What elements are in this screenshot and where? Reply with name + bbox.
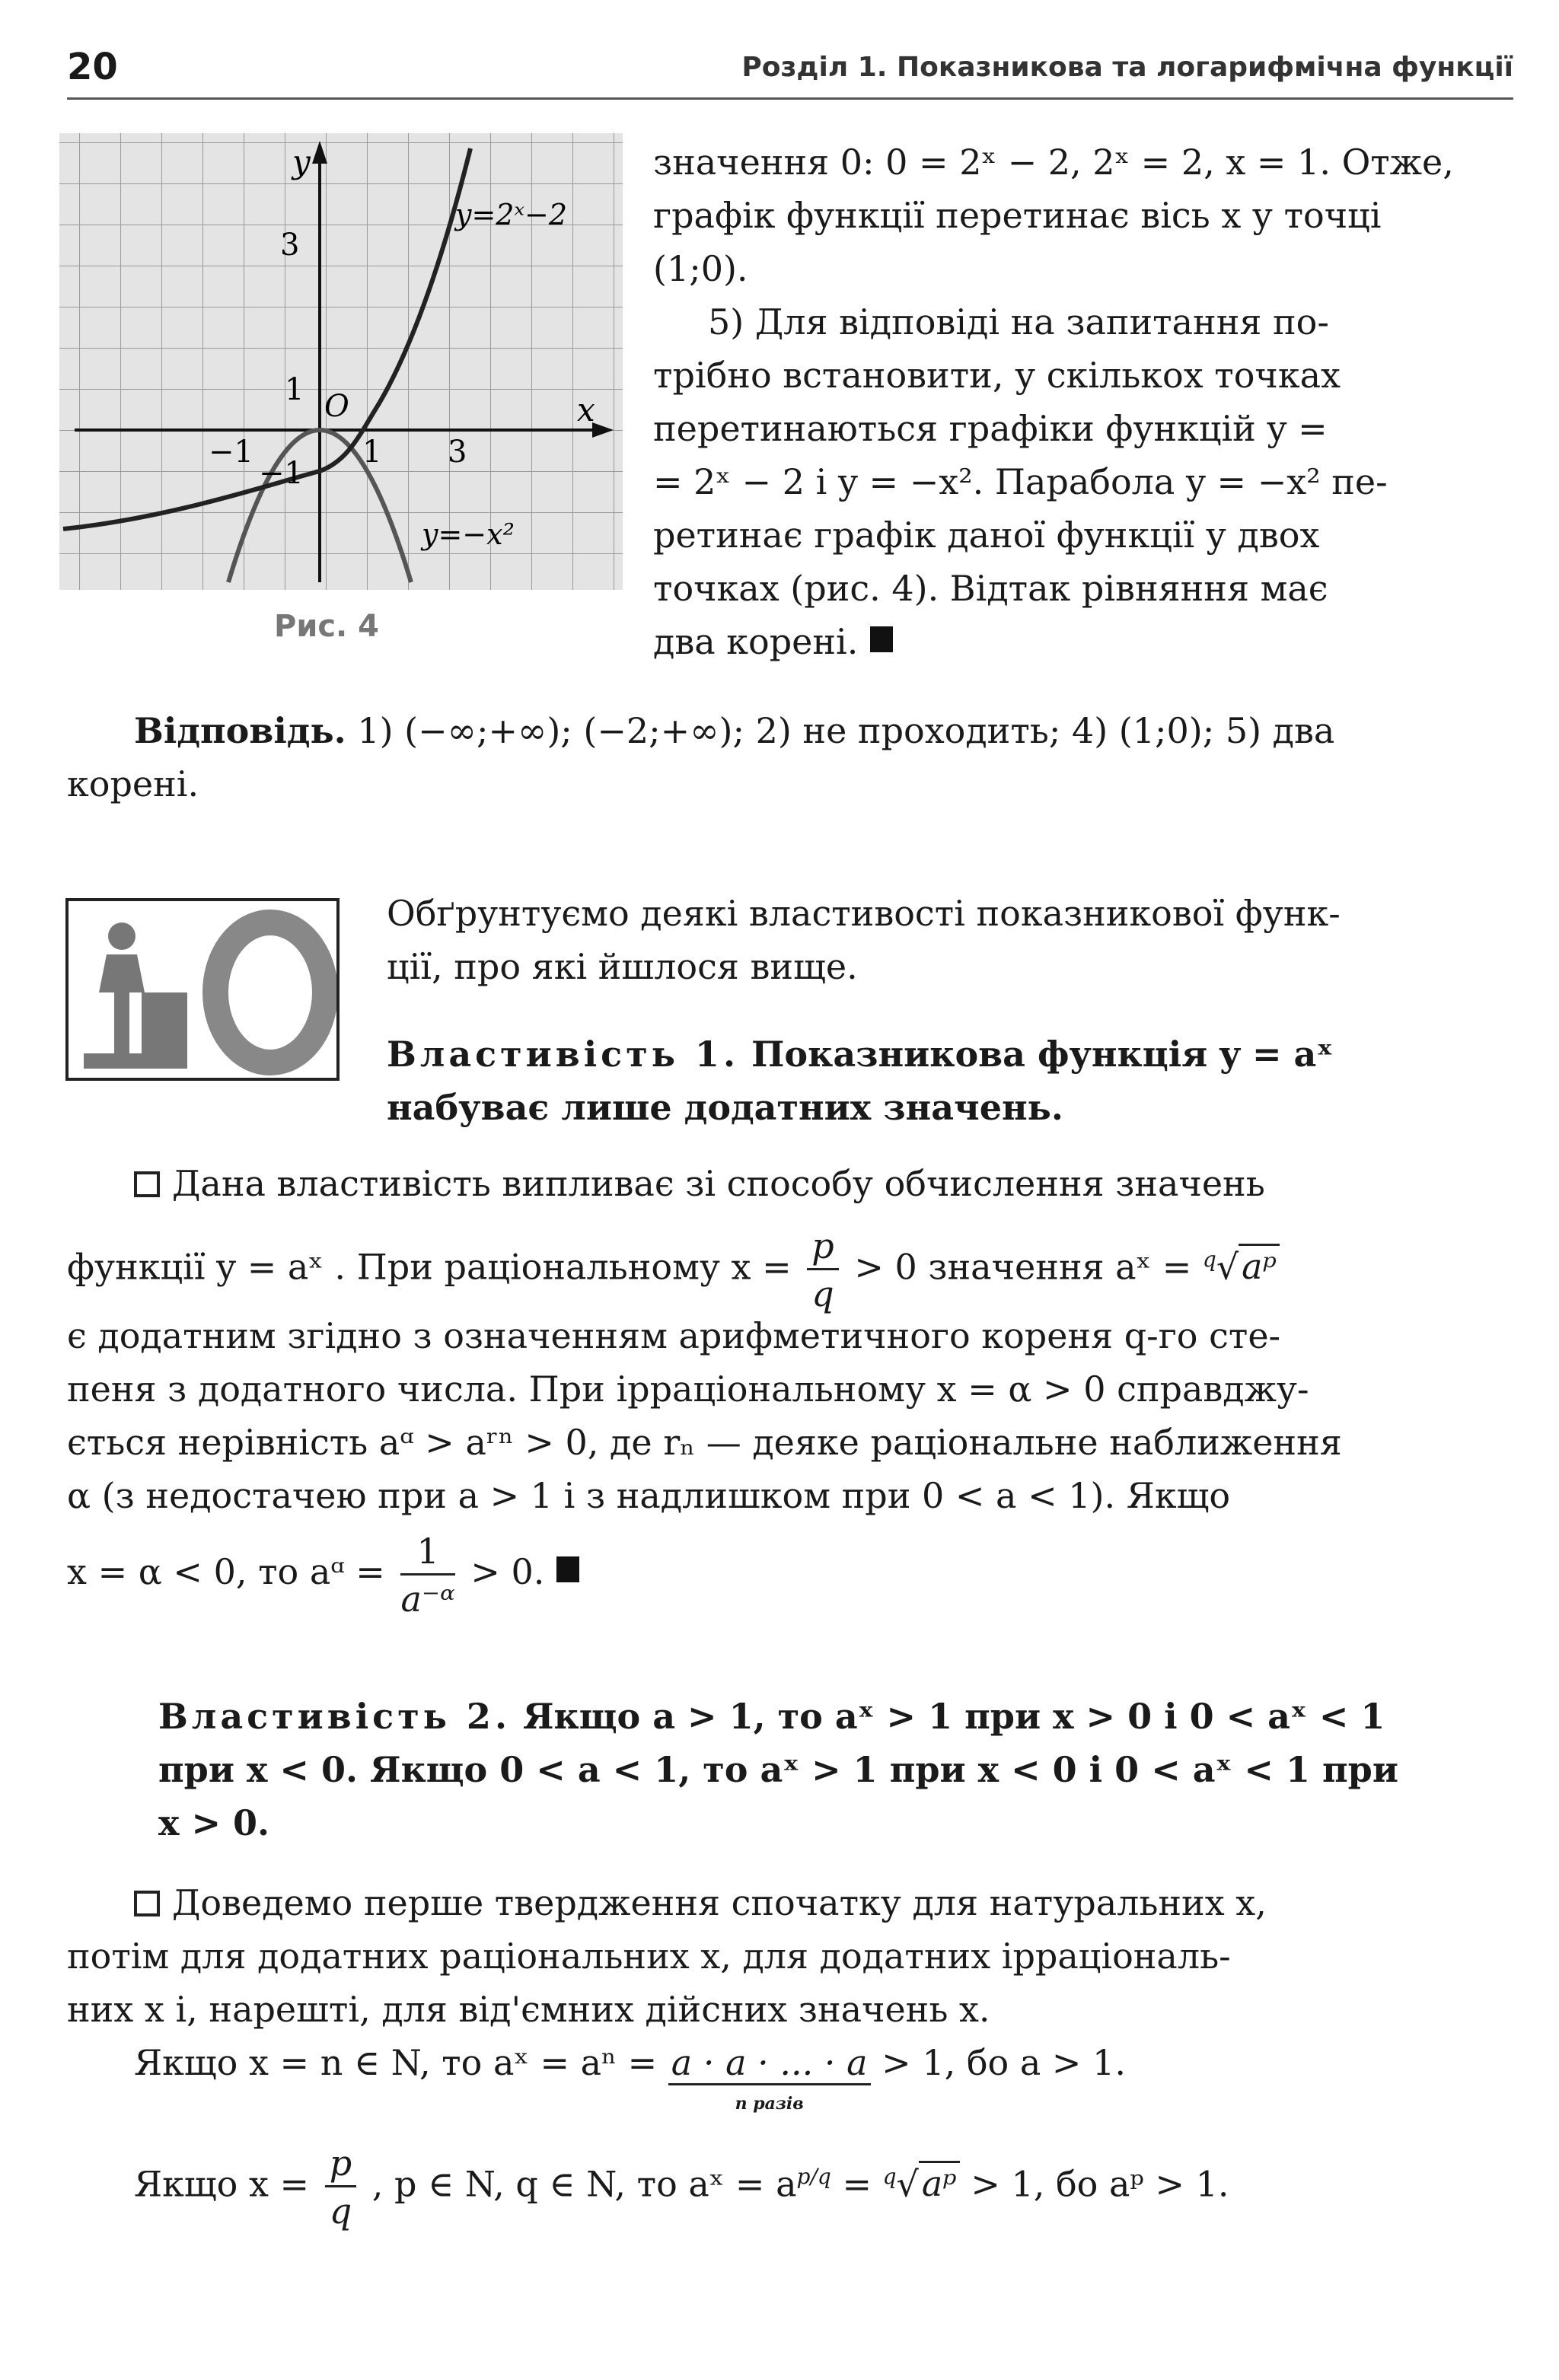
text-line: 5) Для відповіді на запитання по- (708, 301, 1329, 343)
proof-start-icon (134, 1891, 160, 1916)
text-span: два корені. (653, 621, 859, 662)
root-body: aᵖ (1239, 1244, 1280, 1287)
fraction-den: q (329, 2190, 352, 2232)
fraction (325, 2142, 356, 2232)
text-line: потім для додатних раціональних x, для додатних ірраціональ- (67, 1936, 1231, 1977)
fraction-num: p (807, 1228, 838, 1270)
parabola-label: y=−x² (422, 518, 515, 551)
answer-label: Відповідь. (134, 710, 346, 751)
tick-y-neg1: −1 (259, 456, 304, 491)
tick-y-1: 1 (285, 372, 304, 407)
fraction-num: 1 (400, 1534, 454, 1576)
right-column-text (653, 135, 1513, 668)
proof-1 (67, 1157, 1513, 1621)
figure-caption: Рис. 4 (274, 609, 380, 644)
fraction-num: p (325, 2146, 356, 2187)
fraction (400, 1530, 455, 1620)
page-number: 20 (67, 46, 118, 88)
text-line: них x і, нарешті, для від'ємних дійсних значень x. (67, 1989, 990, 2030)
text-span: > 0 значення aˣ = (854, 1246, 1192, 1288)
text-line (67, 1522, 1513, 1621)
text-line: функції y = aˣ . При раціональному x = $\frac{p}{q}$ > 0 значення aˣ = $^q$√aᵖ (67, 1210, 1513, 1309)
tick-y-3: 3 (280, 228, 300, 263)
page-header (67, 44, 1513, 100)
answer-text: 1) (−∞;+∞); (−2;+∞); 2) не проходить; 4) (1;0); 5) два (357, 710, 1335, 751)
text-line (67, 1157, 1513, 1210)
property-label: Властивість 2. (158, 1696, 511, 1737)
text-line: трібно встановити, у скількох точках (653, 355, 1341, 396)
text-line: Якщо x = $\frac{p}{q}$ , p ∈ N, q ∈ N, то aˣ = $a^{p/q}$ = $^q$√aᵖ > 1, бо aᵖ > 1. (134, 2142, 1229, 2232)
text-line: ретинає графік даної функції у двох (653, 515, 1320, 556)
text-line: (1;0). (653, 248, 748, 289)
text-line: є додатним згідно з означенням арифметичного кореня q-го сте- (67, 1315, 1281, 1356)
answer-line (67, 704, 1513, 757)
property-text: Якщо a > 1, то aˣ > 1 при x > 0 і 0 < aˣ < 1 (522, 1696, 1385, 1737)
proof-2 (67, 1876, 1513, 2232)
property-line: при x < 0. Якщо 0 < a < 1, то aˣ > 1 при x < 0 і 0 < aˣ < 1 при (158, 1749, 1398, 1790)
product-with-brace (668, 2036, 871, 2114)
property-label: Властивість 1. (387, 1034, 739, 1075)
text-span: Доведемо перше твердження спочатку для натуральних x, (172, 1882, 1267, 1923)
running-title: Розділ 1. Показникова та логарифмічна функції (741, 52, 1513, 83)
text-line: ється нерівність aᵅ > aʳⁿ > 0, де rₙ — деяке раціональне наближення (67, 1422, 1342, 1463)
property-line: x > 0. (158, 1802, 270, 1843)
property-1 (387, 1028, 1513, 1134)
text-line: ції, про які йшлося вище. (387, 946, 858, 987)
root-body: aᵖ (919, 2161, 960, 2204)
text-line (67, 2036, 1513, 2120)
text-line: Обґрунтуємо деякі властивості показникової функ- (387, 893, 1341, 934)
property-line (387, 1028, 1513, 1081)
intro-block (387, 887, 1513, 993)
y-axis-label: y (292, 143, 311, 180)
text-span: Якщо x = (134, 2163, 310, 2205)
text-line: пеня з додатного числа. При ірраціональному x = α > 0 справджу- (67, 1368, 1309, 1410)
tick-x-3: 3 (448, 435, 467, 470)
brace-label: n разів (735, 2094, 804, 2114)
text-span: > 1, бо a > 1. (882, 2042, 1126, 2083)
text-line: перетинаються графіки функцій y = (653, 408, 1328, 449)
x-axis-label: x (577, 391, 595, 429)
text-span: Якщо x = n ∈ N, то aˣ = aⁿ = (134, 2042, 658, 2083)
proof-start-icon (134, 1171, 160, 1197)
end-of-proof-icon (870, 626, 893, 652)
property-text: Показникова функція y = aˣ (751, 1034, 1334, 1075)
text-line: = 2ˣ − 2 і y = −x². Парабола y = −x² пе- (653, 461, 1388, 502)
root-index: q (1202, 1247, 1216, 1272)
text-span: функції y = aˣ . При раціональному x = (67, 1246, 792, 1288)
text-line (653, 615, 1513, 668)
graph-figure (59, 133, 623, 590)
fraction-den: a⁻ᵅ (400, 1578, 455, 1620)
end-of-proof-icon (556, 1556, 579, 1582)
answer-line: корені. (67, 763, 199, 804)
text-line: α (з недостачею при a > 1 і з надлишком при 0 < a < 1). Якщо (67, 1475, 1231, 1516)
text-span: > 0. (470, 1551, 545, 1592)
person-steps-icon (69, 901, 336, 1078)
text-line: графік функції перетинає вісь x у точці (653, 195, 1382, 236)
text-span: = (842, 2163, 872, 2205)
property-line: набуває лише додатних значень. (387, 1087, 1063, 1128)
justification-icon (65, 898, 340, 1081)
text-span: > 1, бо aᵖ > 1. (971, 2163, 1229, 2205)
text-span: , p ∈ N, q ∈ N, то aˣ = a (371, 2163, 797, 2205)
fraction-den: q (811, 1273, 834, 1314)
product: a · a · ... · a (668, 2042, 871, 2085)
fraction (807, 1225, 838, 1314)
text-span: Дана властивість випливає зі способу обчислення значень (172, 1163, 1265, 1204)
exp-curve-label: y=2ˣ−2 (455, 198, 567, 231)
tick-x-1: 1 (362, 435, 382, 470)
text-line (67, 1876, 1513, 1929)
text-line: точках (рис. 4). Відтак рівняння має (653, 568, 1328, 609)
text-line: значення 0: 0 = 2ˣ − 2, 2ˣ = 2, x = 1. Отже, (653, 142, 1454, 183)
tick-x-neg1: −1 (209, 435, 253, 470)
graph-svg (59, 133, 623, 590)
text-span: x = α < 0, то aᵅ = (67, 1551, 385, 1592)
origin-label: O (324, 389, 349, 424)
exponent: p/q (796, 2164, 831, 2189)
answer-block (67, 704, 1513, 811)
root-index: q (882, 2164, 897, 2189)
property-2 (158, 1690, 1513, 1850)
property-line (158, 1690, 1513, 1743)
